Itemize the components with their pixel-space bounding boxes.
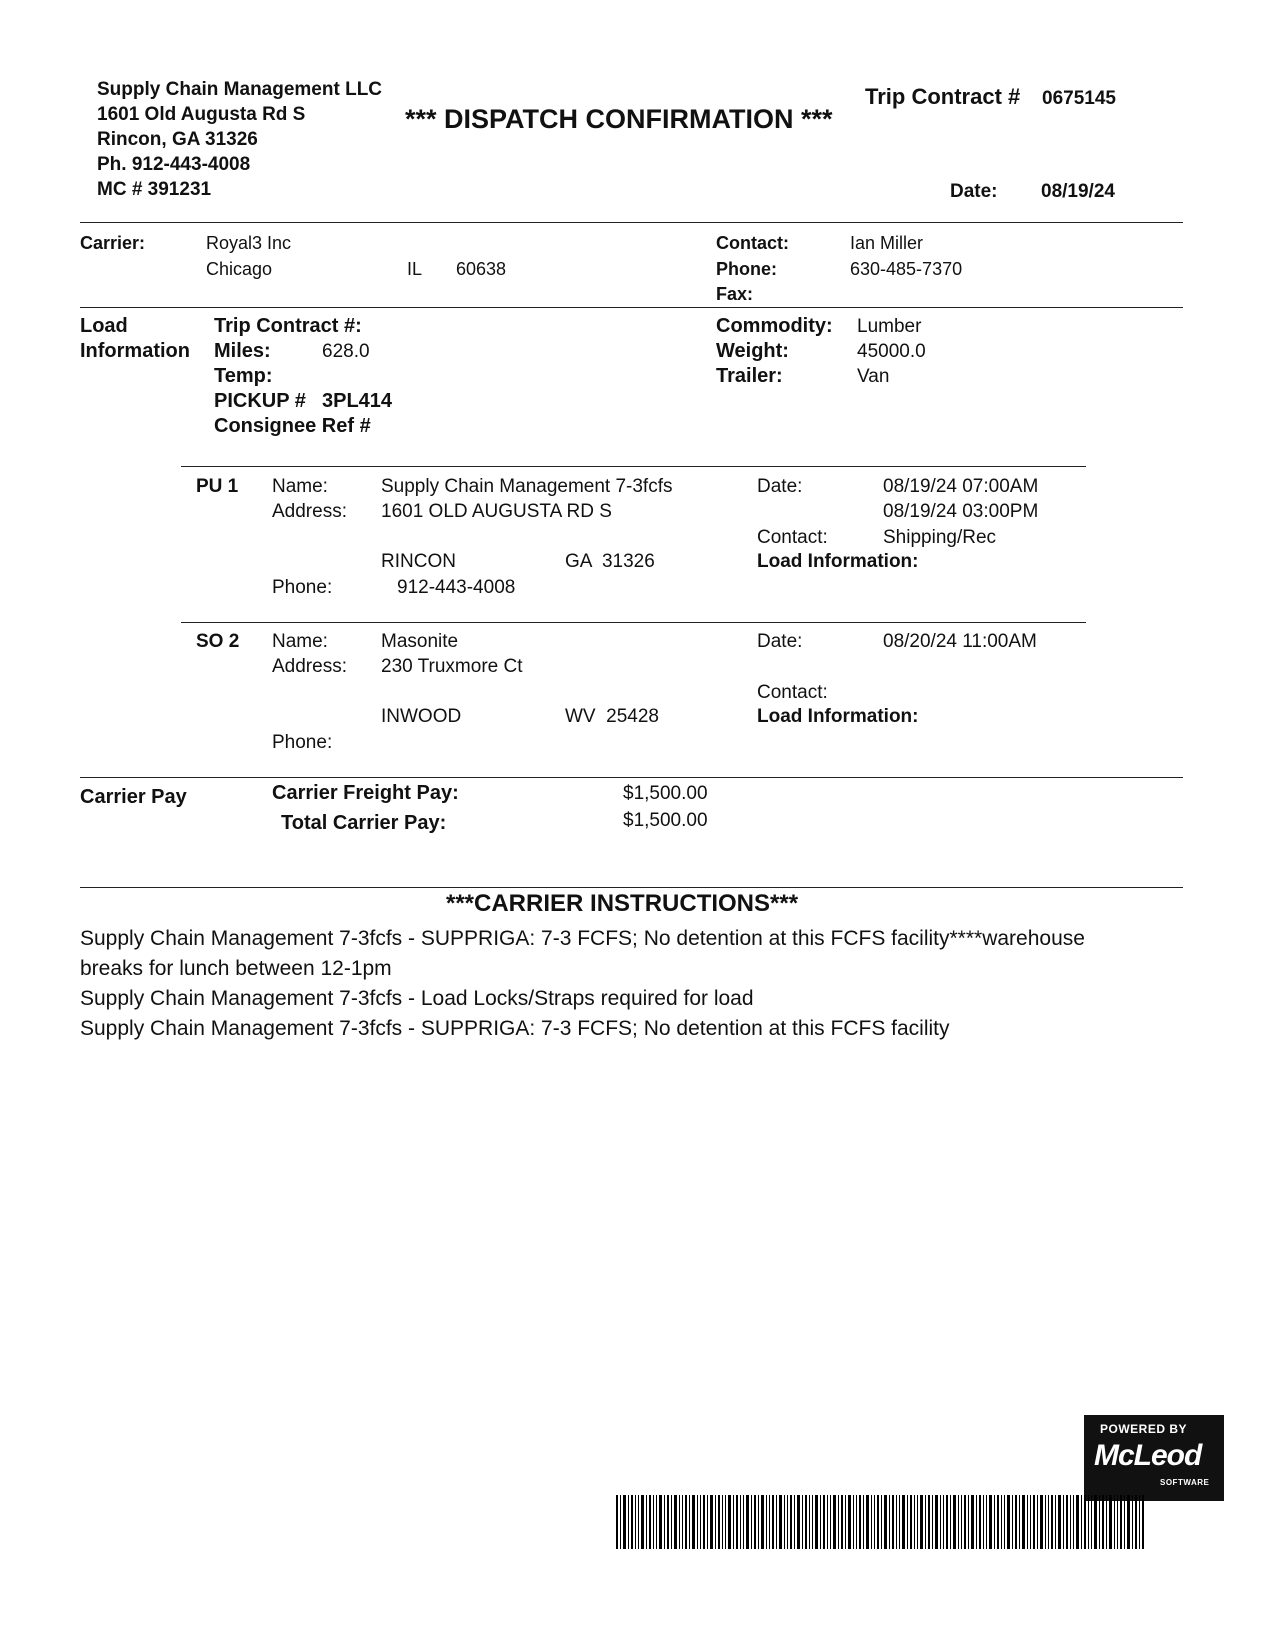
carrier-zip: 60638 xyxy=(456,259,507,279)
divider-carrier xyxy=(80,307,1183,308)
carrier-contact-value: Ian Miller xyxy=(850,233,924,253)
logo-software: SOFTWARE xyxy=(1160,1478,1210,1487)
load-section-label-2: Information xyxy=(80,340,190,362)
carrier-freight-pay-label: Carrier Freight Pay: xyxy=(272,782,459,804)
document-title: *** DISPATCH CONFIRMATION *** xyxy=(405,104,833,134)
stop-1-state-zip: GA 31326 xyxy=(565,551,655,572)
stop-2-code: SO 2 xyxy=(196,631,240,652)
company-mc-number: MC # 391231 xyxy=(97,179,212,200)
date-value: 08/19/24 xyxy=(1041,181,1115,202)
carrier-freight-pay-value: $1,500.00 xyxy=(623,783,708,804)
carrier-contact-label: Contact: xyxy=(716,233,789,253)
carrier-phone-value: 630-485-7370 xyxy=(850,259,963,279)
divider-instructions xyxy=(80,887,1183,888)
carrier-phone-label: Phone: xyxy=(716,259,777,279)
stop-1-date-2: 08/19/24 03:00PM xyxy=(883,501,1039,522)
mcleod-logo xyxy=(1084,1415,1224,1501)
logo-mcleod: McLeod xyxy=(1094,1439,1202,1472)
load-temp-label: Temp: xyxy=(214,365,273,387)
stop-1-name-label: Name: xyxy=(272,476,328,497)
divider-header xyxy=(80,222,1183,223)
stop-1-contact: Shipping/Rec xyxy=(883,527,997,548)
carrier-city: Chicago xyxy=(206,259,273,279)
barcode xyxy=(616,1495,1144,1549)
company-phone: Ph. 912-443-4008 xyxy=(97,154,251,175)
load-consignee-ref-label: Consignee Ref # xyxy=(214,415,371,437)
trip-contract-label: Trip Contract # xyxy=(865,84,1021,109)
carrier-state: IL xyxy=(407,259,423,279)
load-weight-label: Weight: xyxy=(716,340,789,362)
stop-1-phone-label: Phone: xyxy=(272,577,333,598)
stop-1-date-label: Date: xyxy=(757,476,803,497)
stop-1-address: 1601 OLD AUGUSTA RD S xyxy=(381,501,612,522)
load-trip-contract-label: Trip Contract #: xyxy=(214,315,362,337)
logo-powered-by: POWERED BY xyxy=(1100,1422,1188,1436)
stop-2-name-label: Name: xyxy=(272,631,328,652)
stop-2-name: Masonite xyxy=(381,631,459,652)
divider-pay xyxy=(80,777,1183,778)
trip-contract-value: 0675145 xyxy=(1042,88,1116,109)
stop-1-phone: 912-443-4008 xyxy=(397,577,516,598)
instruction-line-2: breaks for lunch between 12-1pm xyxy=(80,957,392,980)
stop-1-date-1: 08/19/24 07:00AM xyxy=(883,476,1039,497)
stop-1-name: Supply Chain Management 7-3fcfs xyxy=(381,476,673,497)
carrier-name: Royal3 Inc xyxy=(206,233,292,253)
carrier-pay-label: Carrier Pay xyxy=(80,786,187,808)
load-miles-value: 628.0 xyxy=(322,341,370,362)
instruction-line-4: Supply Chain Management 7-3fcfs - SUPPRIGA: 7-3 FCFS; No detention at this FCFS facility xyxy=(80,1017,950,1040)
carrier-label: Carrier: xyxy=(80,233,146,253)
stop-2-address: 230 Truxmore Ct xyxy=(381,656,523,677)
load-trailer-label: Trailer: xyxy=(716,365,783,387)
date-label: Date: xyxy=(950,181,998,202)
load-commodity-label: Commodity: xyxy=(716,315,833,337)
stop-2-load-info-label: Load Information: xyxy=(757,706,919,727)
load-section-label-1: Load xyxy=(80,315,128,337)
stop-1-code: PU 1 xyxy=(196,476,239,497)
load-pickup-value: 3PL414 xyxy=(322,390,393,412)
stop-1-load-info-label: Load Information: xyxy=(757,551,919,572)
load-pickup-label: PICKUP # xyxy=(214,390,306,412)
carrier-instructions-title: ***CARRIER INSTRUCTIONS*** xyxy=(446,890,799,917)
instruction-line-1: Supply Chain Management 7-3fcfs - SUPPRIGA: 7-3 FCFS; No detention at this FCFS facility****warehouse xyxy=(80,927,1085,950)
divider-stop-1 xyxy=(181,466,1086,467)
stop-2-contact-label: Contact: xyxy=(757,682,828,703)
load-miles-label: Miles: xyxy=(214,340,271,362)
load-weight-value: 45000.0 xyxy=(857,341,926,362)
stop-2-state-zip: WV 25428 xyxy=(565,706,659,727)
stop-2-phone-label: Phone: xyxy=(272,732,333,753)
load-commodity-value: Lumber xyxy=(857,316,922,337)
stop-2-date-1: 08/20/24 11:00AM xyxy=(883,631,1037,652)
divider-stop-2 xyxy=(181,622,1086,623)
stop-1-address-label: Address: xyxy=(272,501,347,522)
load-trailer-value: Van xyxy=(857,366,890,387)
company-address-line2: Rincon, GA 31326 xyxy=(97,129,258,150)
total-carrier-pay-value: $1,500.00 xyxy=(623,810,708,831)
stop-2-city: INWOOD xyxy=(381,706,462,727)
instruction-line-3: Supply Chain Management 7-3fcfs - Load Locks/Straps required for load xyxy=(80,987,754,1010)
total-carrier-pay-label: Total Carrier Pay: xyxy=(281,812,447,834)
carrier-fax-label: Fax: xyxy=(716,284,754,304)
stop-2-address-label: Address: xyxy=(272,656,347,677)
stop-2-date-label: Date: xyxy=(757,631,803,652)
company-name: Supply Chain Management LLC xyxy=(97,79,383,100)
stop-1-city: RINCON xyxy=(381,551,456,572)
company-address-line1: 1601 Old Augusta Rd S xyxy=(97,104,306,125)
stop-1-contact-label: Contact: xyxy=(757,527,828,548)
